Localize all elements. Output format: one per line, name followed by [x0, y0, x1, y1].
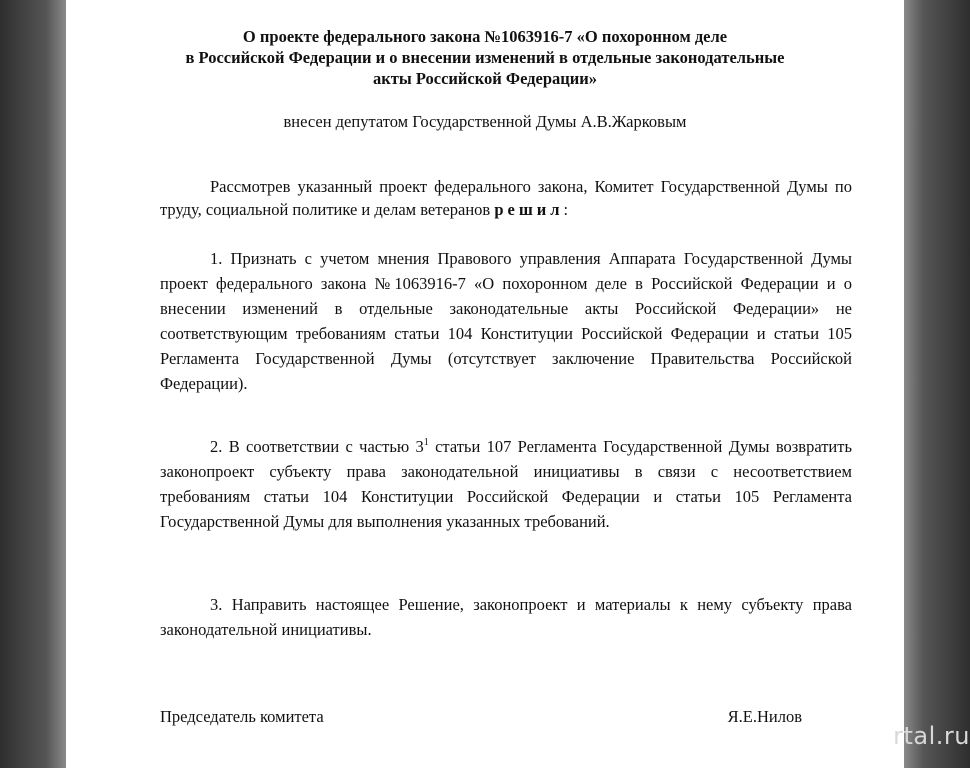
document-title: [66, 26, 904, 89]
preamble-text: Рассмотрев указанный проект федерального закона, Комитет Государственной Думы по труду, социальной политике и делам ветеранов: [160, 177, 852, 219]
introduced-by-line: внесен депутатом Государственной Думы А.В.Жарковым: [283, 112, 687, 131]
decision-word: решил: [494, 200, 564, 219]
item-2-text-end: статьи 107 Регламента Государственной Думы возвратить законопроект субъекту права законодательной инициативы в связи с несоответствием требованиям статьи 104 Конституции Российской Федерации и статьи 105 Регламента Государственной Думы для выполнения указанных требований.: [160, 437, 852, 531]
item-3-paragraph: 3. Направить настоящее Решение, законопроект и материалы к нему субъекту права законодательной инициативы.: [160, 595, 852, 639]
site-watermark: rtal.ru: [893, 722, 970, 750]
signature-name: Я.Е.Нилов: [727, 707, 802, 726]
item-2-text-start: 2. В соответствии с частью 3: [210, 437, 424, 456]
item-2-superscript: 1: [423, 437, 429, 448]
right-background-edge: [904, 0, 970, 768]
preamble-tail: :: [563, 200, 569, 219]
item-1-paragraph: 1. Признать с учетом мнения Правового управления Аппарата Государственной Думы проект федерального закона №1063916-7 «О похоронном деле в Российской Федерации и о внесении изменений в отдельные законодательные акты Российской Федерации» не соответствующим требованиям статьи 104 Конституции Российской Федерации и статьи 105 Регламента Государственной Думы (отсутствует заключение Правительства Российской Федерации).: [160, 249, 852, 393]
document-page: [66, 0, 904, 768]
preamble-paragraph: [160, 175, 852, 221]
title-line-1: О проекте федерального закона №1063916-7 «О похоронном деле: [242, 27, 728, 46]
title-line-3: акты Российской Федерации»: [372, 69, 598, 88]
signature-position: Председатель комитета: [160, 707, 324, 726]
left-background-edge: [0, 0, 66, 768]
title-line-2: в Российской Федерации и о внесении изменений в отдельные законодательные: [185, 48, 785, 67]
item-2-paragraph: [160, 434, 852, 534]
